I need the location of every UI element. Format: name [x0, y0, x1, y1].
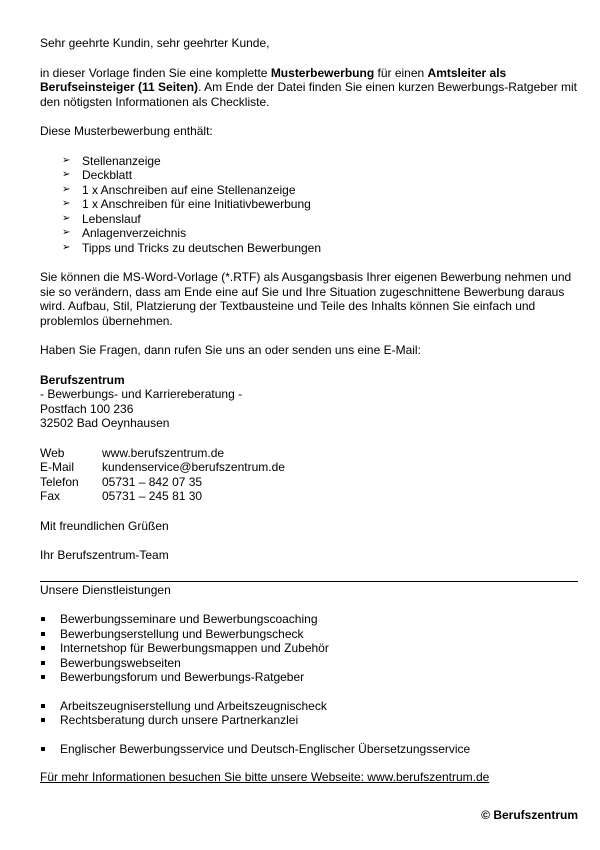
list-item: Internetshop für Bewerbungsmappen und Zubehör: [40, 641, 578, 656]
square-bullet-icon: [41, 675, 45, 679]
web-link[interactable]: www.berufszentrum.de: [102, 445, 225, 460]
list-item: Englischer Bewerbungsservice und Deutsch-Englischer Übersetzungsservice: [40, 742, 578, 757]
questions-paragraph: Haben Sie Fragen, dann rufen Sie uns an oder senden uns eine E-Mail:: [40, 343, 421, 357]
company-name: Berufszentrum: [40, 372, 125, 387]
list-item: ➢ Stellenanzeige: [62, 153, 161, 168]
contents-list: [40, 154, 578, 256]
intro-paragraph: in dieser Vorlage finden Sie eine komplette Musterbewerbung für einen Amtsleiter als Berufseinsteiger (11 Seiten). Am Ende der Datei finden Sie einen kurzen Bewerbungs-Ratgeber mit den nötigsten Informationen als Checkliste.: [40, 65, 577, 109]
list-item: ➢ Tipps und Tricks zu deutschen Bewerbungen: [62, 240, 322, 255]
square-bullet-icon: [41, 704, 45, 708]
email-link[interactable]: kundenservice@berufszentrum.de: [102, 460, 285, 474]
list-item: ➢ 1 x Anschreiben für eine Initiativbewerbung: [62, 197, 311, 211]
arrow-bullet-icon: ➢: [62, 241, 71, 253]
copyright-notice: © Berufszentrum: [481, 808, 578, 822]
square-bullet-icon: [41, 661, 45, 665]
arrow-bullet-icon: ➢: [62, 154, 71, 166]
list-item: Bewerbungswebseiten: [40, 656, 578, 671]
list-item: ➢ Lebenslauf: [62, 211, 141, 226]
company-city: 32502 Bad Oeynhausen: [40, 416, 170, 430]
square-bullet-icon: [41, 632, 45, 636]
arrow-bullet-icon: ➢: [62, 198, 71, 209]
fax-value: 05731 – 245 81 30: [102, 489, 203, 503]
services-heading: Unsere Dienstleistungen: [40, 582, 171, 597]
more-info-link[interactable]: Für mehr Informationen besuchen Sie bitte unsere Webseite: www.berufszentrum.de: [40, 770, 490, 784]
greeting: Sehr geehrte Kundin, sehr geehrter Kunde,: [40, 36, 270, 50]
list-item: Bewerbungserstellung und Bewerbungscheck: [40, 627, 578, 642]
company-street: Postfach 100 236: [40, 401, 134, 416]
square-bullet-icon: [41, 718, 45, 722]
company-tagline: - Bewerbungs- und Karriereberatung -: [40, 387, 243, 401]
divider: [40, 581, 578, 582]
contact-row-fax: Fax 05731 – 245 81 30: [40, 489, 203, 503]
contains-heading: Diese Musterbewerbung enthält:: [40, 124, 213, 138]
services-list-1: [40, 612, 578, 685]
services-list-3: [40, 742, 578, 757]
arrow-bullet-icon: ➢: [62, 212, 71, 224]
closing-signature: Ihr Berufszentrum-Team: [40, 548, 169, 562]
list-item: Arbeitszeugniserstellung und Arbeitszeugnischeck: [40, 699, 578, 714]
contact-row-web: Web www.berufszentrum.de: [40, 445, 225, 460]
list-item: Bewerbungsseminare und Bewerbungscoaching: [40, 612, 578, 627]
services-list-2: [40, 699, 578, 728]
list-item: Bewerbungsforum und Bewerbungs-Ratgeber: [40, 670, 578, 685]
usage-paragraph: Sie können die MS-Word-Vorlage (*.RTF) als Ausgangsbasis Ihrer eigenen Bewerbung nehmen und sie so verändern, dass am Ende eine auf Sie und Ihre Situation zugeschnittene Bewerbung daraus wird. Aufbau, Stil, Platzierung der Textbausteine und Teile des Inhalts können Sie einfach und problemlos übernehmen.: [40, 270, 572, 328]
arrow-bullet-icon: ➢: [62, 169, 71, 180]
square-bullet-icon: [41, 646, 45, 650]
closing-regards: Mit freundlichen Grüßen: [40, 518, 169, 533]
intro-bold-product: Musterbewerbung: [270, 65, 375, 80]
list-item: Rechtsberatung durch unsere Partnerkanzlei: [40, 713, 578, 728]
contact-row-email: E-Mail kundenservice@berufszentrum.de: [40, 460, 285, 474]
phone-value: 05731 – 842 07 35: [102, 474, 203, 489]
arrow-bullet-icon: ➢: [62, 183, 71, 195]
square-bullet-icon: [41, 617, 45, 621]
square-bullet-icon: [41, 747, 45, 751]
list-item: ➢ 1 x Anschreiben auf eine Stellenanzeige: [62, 182, 296, 197]
list-item: ➢ Anlagenverzeichnis: [62, 226, 187, 240]
intro-bold-position: Amtsleiter als Berufseinsteiger (11 Seiten): [40, 65, 507, 94]
contact-block: [40, 446, 578, 504]
letter-page: [40, 36, 578, 785]
contact-row-phone: Telefon 05731 – 842 07 35: [40, 474, 203, 489]
list-item: ➢ Deckblatt: [62, 168, 133, 182]
arrow-bullet-icon: ➢: [62, 227, 71, 238]
